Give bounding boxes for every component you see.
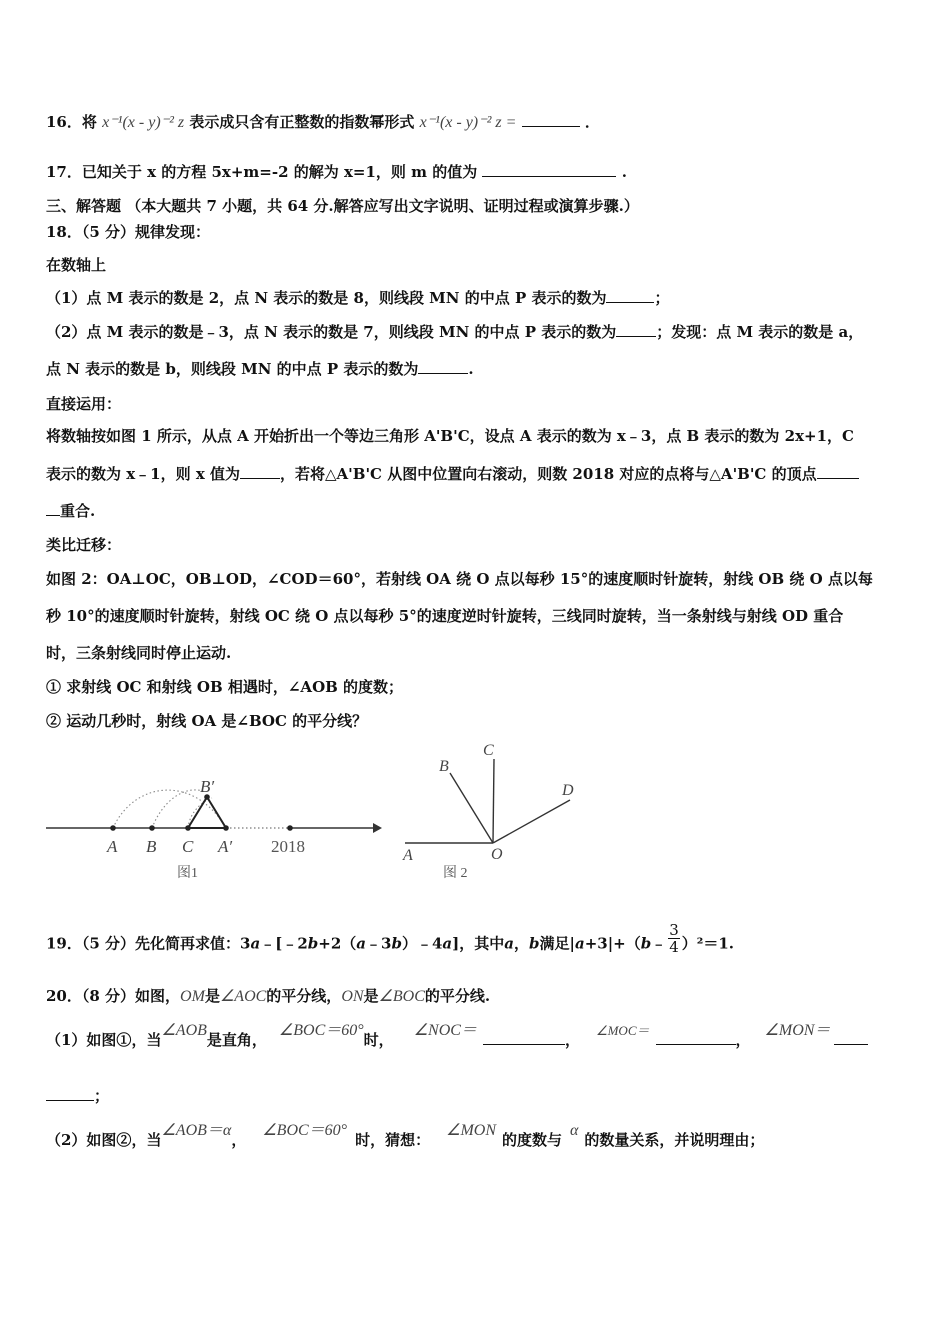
angle-aoc: ∠AOC [219,988,267,1005]
question-17 [46,162,627,182]
q19-text-e: ）﹣4 [401,934,443,953]
angle-mon: ∠MON [446,1122,496,1139]
q19-text-b: ﹣[﹣2 [260,934,308,953]
label-2018: 2018 [271,837,305,856]
q19-text-j: ﹣ [651,934,667,953]
figure-2-caption: 图 2 [443,866,468,881]
axis-arrow-icon [373,823,382,833]
label-b-prime: B′ [200,777,215,796]
figure-1-caption: 图1 [177,866,198,881]
var-a: a [356,934,367,953]
q20-p1-text-c: 时， [363,1031,394,1049]
q20-p2-text-c: 时，猜想： [355,1131,431,1149]
figure-1-number-line [40,770,390,885]
q20-p1-end: ； [94,1087,110,1105]
ray-od [493,800,570,843]
q18-line-11: 秒 10°的速度顺时针旋转，射线 OC 绕 O 点以每秒 5°的速度逆时针旋转，三线同时旋转，当一条射线与射线 OD 重合 [46,607,844,625]
q18-line-12: 时，三条射线同时停止运动. [46,644,232,662]
q20-part-2 [46,1122,765,1151]
var-a: a [574,934,585,953]
q18-line-3 [46,322,863,342]
q18-line-1: 在数轴上 [46,256,107,274]
q18-part3-text: 点 N 表示的数是 b，则线段 MN 的中点 P 表示的数为 [46,360,419,378]
label-o: O [491,846,503,863]
label-a: A [403,847,413,864]
q18-vertex-text: ，若将△A'B'C 从图中位置向右滚动，则数 2018 对应的点将与△A'B'C 的顶点 [280,465,817,483]
mon-answer-blank-cont[interactable] [46,1086,94,1101]
q16-end: ． [584,113,600,131]
label-a: A [107,837,118,856]
label-b: B [146,837,157,856]
angle-boc-60: ∠BOC＝60° [278,1022,364,1039]
q20-text-c: 的平分线， [266,987,342,1005]
ray-om: OM [180,988,205,1005]
q18-part3-blank[interactable] [418,359,468,374]
q18-part1-text: （1）点 M 表示的数是 2，点 N 表示的数是 8，则线段 MN 的中点 P 表示的数为 [46,289,607,307]
question-16 [46,112,600,133]
fraction-three-quarters [668,922,680,955]
angle-noc: ∠NOC＝ [413,1022,477,1039]
question-20-heading [46,986,490,1007]
q19-text-f: ]，其中 [452,934,505,953]
q20-p2-text-d: 的度数与 [502,1131,563,1149]
q19-text-c: +2（ [318,934,357,953]
ray-on: ON [341,988,364,1005]
q18-part1-end: ； [654,289,670,307]
q18-line-2 [46,288,669,308]
section-3-title: 三、解答题 （本大题共 7 小题，共 64 分.解答应写出文字说明、证明过程或演算步骤.） [46,197,639,215]
label-a-prime: A′ [218,837,233,856]
point-a-prime [223,825,229,831]
q18-direct-use: 直接运用： [46,395,122,413]
ray-ob [450,773,493,843]
q20-part-1 [46,1022,868,1051]
q18-analogy: 类比迁移： [46,536,122,554]
question-19 [46,921,735,961]
angle-aob: ∠AOB [161,1022,207,1039]
q19-text-a: 19．（5 分）先化简再求值：3 [46,934,251,953]
var-b: b [640,934,652,953]
q17-answer-blank[interactable] [482,162,616,177]
q17-end: . [621,163,627,181]
q19-text-h: 满足| [539,934,575,953]
q18-vertex-blank-cont[interactable] [46,501,60,516]
point-c [185,825,191,831]
q20-p1-text-a: （1）如图①，当 [46,1031,162,1049]
var-b: b [528,934,540,953]
moc-answer-blank[interactable] [656,1030,736,1045]
q20-text-a: 20．（8 分）如图， [46,987,181,1005]
q16-expression: x⁻¹(x - y)⁻² z [102,114,185,131]
q18-part2-blank[interactable] [616,322,656,337]
q18-coincide: 重合. [60,502,96,520]
point-2018 [287,825,293,831]
point-a [110,825,116,831]
q18-x-text: 表示的数为 x﹣1，则 x 值为 [46,465,240,483]
q20-p1-text-e: ， [735,1031,751,1049]
angle-moc: ∠MOC＝ [595,1023,650,1038]
q20-text-b: 是 [204,987,220,1005]
q18-line-6: 将数轴按如图 1 所示，从点 A 开始折出一个等边三角形 A'B'C，设点 A 表示的数为 x﹣3，点 B 表示的数为 2x+1，C [46,427,854,445]
q18-line-13: ① 求射线 OC 和射线 OB 相遇时，∠AOB 的度数； [46,678,404,696]
q16-text: 表示成只含有正整数的指数幂形式 [189,113,415,131]
q18-part3-end: . [468,360,474,378]
q20-p1-text-d: ， [564,1031,580,1049]
q16-number: 16．将 [46,113,97,131]
var-b: b [307,934,319,953]
var-b: b [391,934,402,953]
q19-text-g: ， [513,934,529,953]
q18-vertex-blank[interactable] [817,464,859,479]
label-c: C [182,837,194,856]
var-a: a [442,934,453,953]
q18-line-10: 如图 2：OA⊥OC，OB⊥OD，∠COD＝60°，若射线 OA 绕 O 点以每秒 15°的速度顺时针旋转，射线 OB 绕 O 点以每 [46,570,873,588]
q16-answer-blank[interactable] [522,112,580,127]
q18-x-blank[interactable] [240,464,280,479]
q18-part2-discovery: ；发现：点 M 表示的数是 a， [656,323,864,341]
label-d: D [562,782,574,799]
q19-text-d: ﹣3 [366,934,392,953]
q20-text-d: 是 [363,987,379,1005]
q20-p2-text-b: ， [231,1131,247,1149]
q18-line-14: ② 运动几秒时，射线 OA 是∠BOC 的平分线？ [46,712,368,730]
q19-text-k: ）²＝1. [681,934,735,953]
q20-text-e: 的平分线. [424,987,491,1005]
noc-answer-blank[interactable] [483,1030,565,1045]
label-c: C [483,742,494,759]
var-a: a [504,934,514,953]
alpha-symbol: α [570,1122,579,1139]
label-b: B [439,758,449,775]
var-a: a [250,934,261,953]
figure-2-rays [395,735,595,885]
angle-boc-60: ∠BOC＝60° [262,1122,348,1139]
q20-p2-text-e: 的数量关系，并说明理由； [584,1131,765,1149]
q18-line-4 [46,359,474,379]
fraction-numerator: 3 [669,921,679,939]
q18-part2-text: （2）点 M 表示的数是﹣3，点 N 表示的数是 7，则线段 MN 的中点 P 表示的数为 [46,323,617,341]
angle-mon: ∠MON＝ [764,1022,831,1039]
q20-part-1-cont [46,1086,109,1106]
mon-answer-blank[interactable] [834,1030,868,1045]
q20-p2-text-a: （2）如图②，当 [46,1131,162,1149]
q18-line-8 [46,501,95,521]
angle-aob-alpha: ∠AOB＝α [161,1122,232,1139]
point-b [149,825,155,831]
q18-heading: 18．（5 分）规律发现： [46,223,211,241]
q18-line-7 [46,464,859,484]
ray-oc [493,759,494,843]
q17-text: 17．已知关于 x 的方程 5x+m=-2 的解为 x=1，则 m 的值为 [46,163,478,181]
q18-part1-blank[interactable] [606,288,654,303]
angle-boc: ∠BOC [378,988,425,1005]
q20-p1-text-b: 是直角， [206,1031,267,1049]
fraction-denominator: 4 [669,938,679,956]
q16-expression-2: x⁻¹(x - y)⁻² z = [419,114,517,131]
q19-text-i: +3|+（ [584,934,641,953]
